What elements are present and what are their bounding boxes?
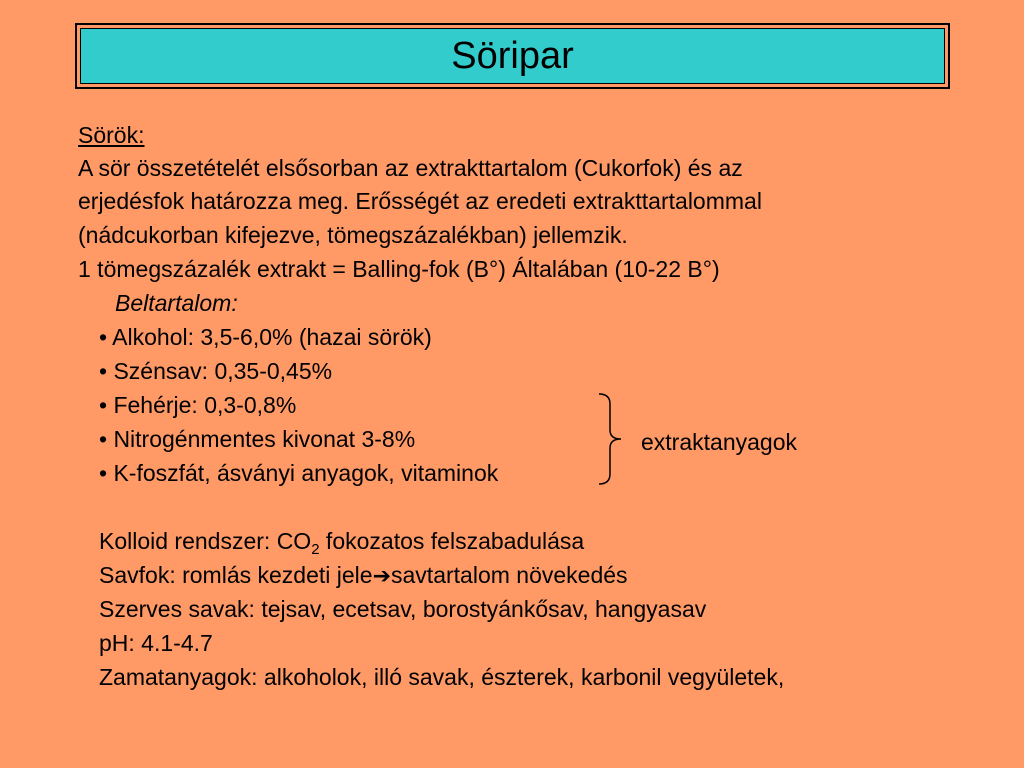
organic-acids-line: Szerves savak: tejsav, ecetsav, borostyánkősav, hangyasav: [99, 596, 707, 622]
section-heading: Sörök:: [78, 122, 145, 148]
aroma-line: Zamatanyagok: alkoholok, illó savak, észterek, karbonil vegyületek,: [99, 664, 785, 690]
bullet-alcohol: • Alkohol: 3,5-6,0% (hazai sörök): [99, 324, 432, 350]
colloid-line: [99, 530, 584, 557]
intro-line-1: A sör összetételét elsősorban az extrakttartalom (Cukorfok) és az: [78, 155, 743, 181]
curly-brace-icon: [596, 392, 626, 486]
title-box: [75, 23, 950, 89]
bullet-nitrogen-free: • Nitrogénmentes kivonat 3-8%: [99, 426, 416, 452]
colloid-suffix: fokozatos felszabadulása: [319, 528, 585, 554]
contents-label: Beltartalom:: [115, 290, 238, 316]
bullet-protein: • Fehérje: 0,3-0,8%: [99, 392, 297, 418]
acid-suffix: savtartalom növekedés: [391, 562, 628, 588]
colloid-prefix: Kolloid rendszer: CO: [99, 528, 312, 554]
bullet-minerals: • K-foszfát, ásványi anyagok, vitaminok: [99, 460, 499, 486]
intro-line-3: (nádcukorban kifejezve, tömegszázalékban) jellemzik.: [78, 222, 628, 248]
slide-title: Söripar: [451, 35, 574, 77]
acid-line: [99, 564, 628, 588]
co2-subscript: 2: [311, 541, 320, 558]
acid-prefix: Savfok: romlás kezdeti jele: [99, 562, 373, 588]
title-fill: [80, 28, 945, 84]
intro-line-2: erjedésfok határozza meg. Erősségét az eredeti extrakttartalommal: [78, 188, 762, 214]
bullet-co2: • Szénsav: 0,35-0,45%: [99, 358, 333, 384]
right-arrow-icon: ➔: [372, 564, 392, 589]
intro-line-4: 1 tömegszázalék extrakt = Balling-fok (B°) Általában (10-22 B°): [78, 256, 720, 282]
ph-line: pH: 4.1-4.7: [99, 630, 213, 656]
brace-label: extraktanyagok: [641, 429, 797, 455]
